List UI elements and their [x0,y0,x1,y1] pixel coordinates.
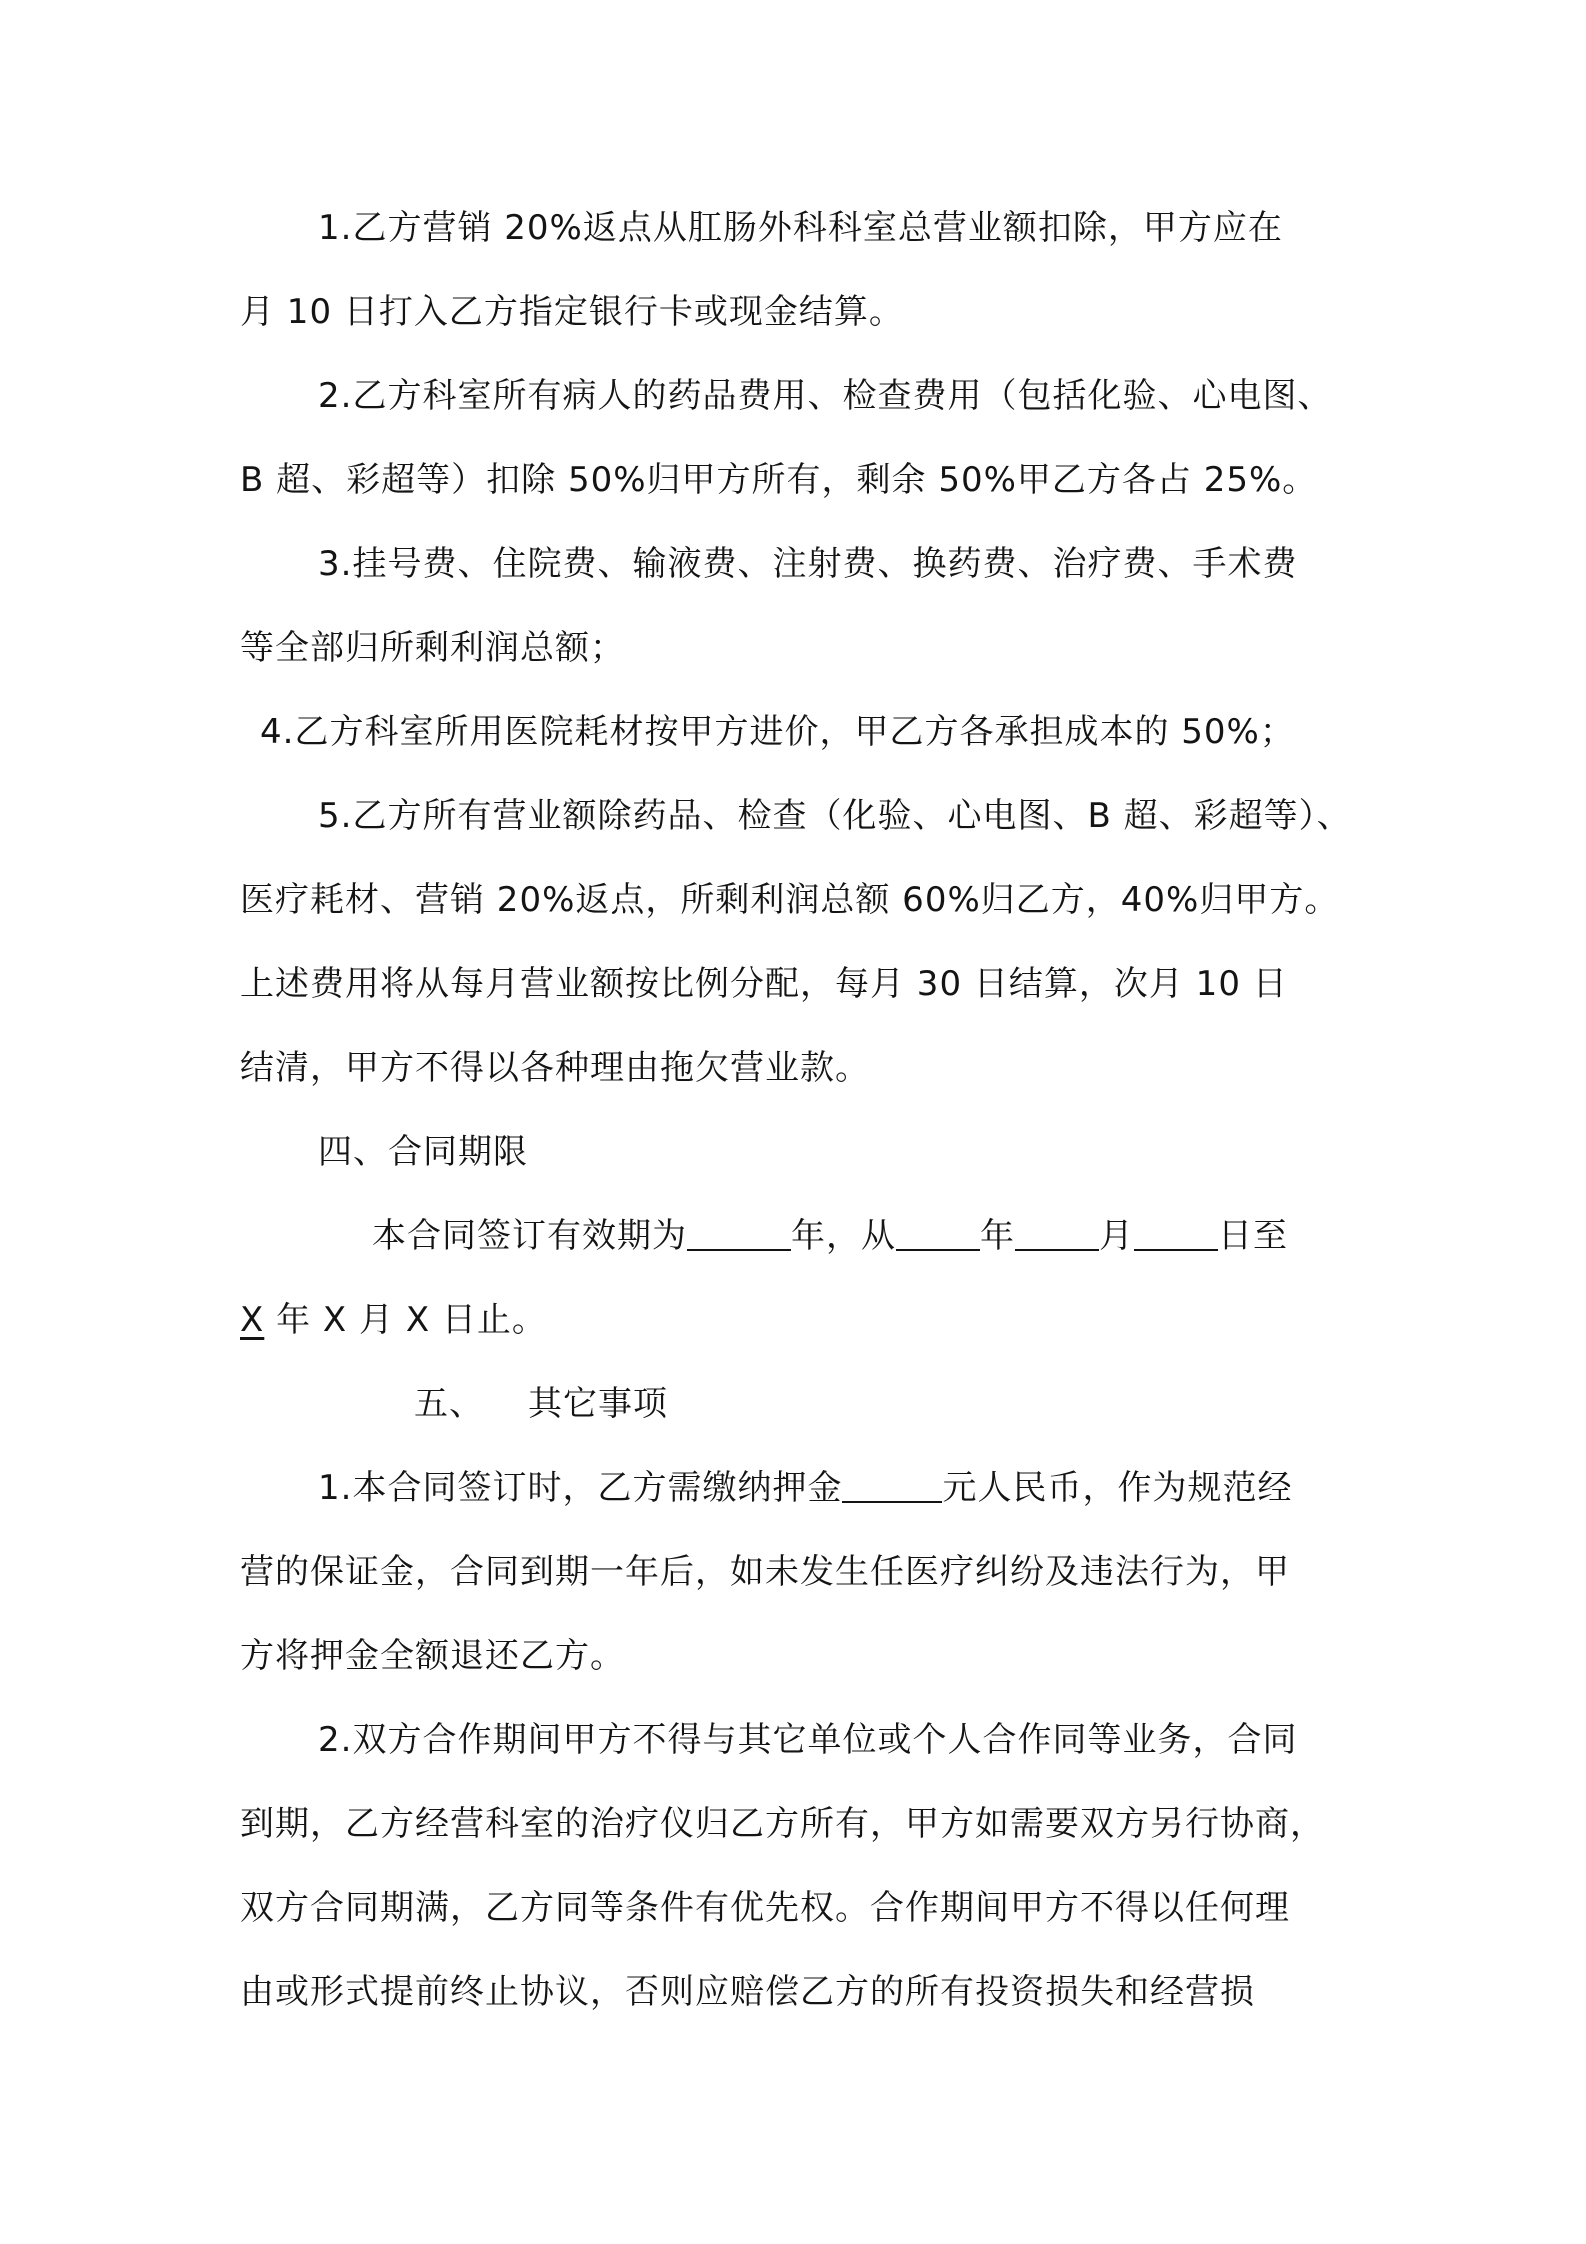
item-1-line-2: 营的保证金，合同到期一年后，如未发生任医疗纠纷及违法行为，甲 [240,1552,1290,1592]
term-text-d: 月 [1099,1216,1134,1256]
paragraph-1-line-2: 月 10 日打入乙方指定银行卡或现金结算。 [240,292,904,332]
item-2-line-4: 由或形式提前终止协议，否则应赔偿乙方的所有投资损失和经营损 [240,1972,1255,2012]
deposit-text-a: 1.本合同签订时，乙方需缴纳押金 [318,1468,843,1508]
paragraph-1-line-1: 1.乙方营销 20%返点从肛肠外科科室总营业额扣除，甲方应在 [318,208,1283,248]
paragraph-2-line-1: 2.乙方科室所有病人的药品费用、检查费用（包括化验、心电图、 [318,376,1333,416]
item-1-line-3: 方将押金全额退还乙方。 [240,1636,625,1676]
item-2-line-2: 到期，乙方经营科室的治疗仪归乙方所有，甲方如需要双方另行协商， [240,1804,1325,1844]
paragraph-2-line-2: B 超、彩超等）扣除 50%归甲方所有，剩余 50%甲乙方各占 25%。 [240,460,1318,500]
term-years-blank [687,1219,791,1251]
contract-end-date-line [240,1298,547,1342]
deposit-amount-blank [842,1471,942,1503]
term-text-b: 年，从 [791,1216,896,1256]
contract-term-line [372,1214,1288,1258]
term-text-e: 日至 [1218,1216,1288,1256]
section-5-title: 其它事项 [528,1384,668,1424]
paragraph-3-line-2: 等全部归所剩利润总额； [240,628,625,668]
paragraph-5-line-1: 5.乙方所有营业额除药品、检查（化验、心电图、B 超、彩超等）、 [318,796,1352,836]
paragraph-5-line-4: 结清，甲方不得以各种理由拖欠营业款。 [240,1048,870,1088]
item-1-line-1 [318,1466,1292,1510]
paragraph-5-line-2: 医疗耗材、营销 20%返点，所剩利润总额 60%归乙方，40%归甲方。 [240,880,1340,920]
term-text-c: 年 [980,1216,1015,1256]
end-year-value: X [240,1300,265,1340]
end-date-text: 年 X 月 X 日止。 [264,1300,547,1340]
term-text-a: 本合同签订有效期为 [372,1216,687,1256]
start-day-blank [1134,1219,1218,1251]
item-2-line-1: 2.双方合作期间甲方不得与其它单位或个人合作同等业务，合同 [318,1720,1298,1760]
start-year-blank [896,1219,980,1251]
start-month-blank [1015,1219,1099,1251]
section-4-heading: 四、合同期限 [318,1132,528,1172]
section-5-number: 五、 [414,1384,484,1424]
paragraph-5-line-3: 上述费用将从每月营业额按比例分配，每月 30 日结算，次月 10 日 [240,964,1288,1004]
deposit-text-b: 元人民币，作为规范经 [942,1468,1293,1508]
section-5-heading [414,1382,668,1426]
paragraph-3-line-1: 3.挂号费、住院费、输液费、注射费、换药费、治疗费、手术费 [318,544,1298,584]
item-2-line-3: 双方合同期满，乙方同等条件有优先权。合作期间甲方不得以任何理 [240,1888,1290,1928]
paragraph-4-line-1: 4.乙方科室所用医院耗材按甲方进价，甲乙方各承担成本的 50%； [260,712,1295,752]
